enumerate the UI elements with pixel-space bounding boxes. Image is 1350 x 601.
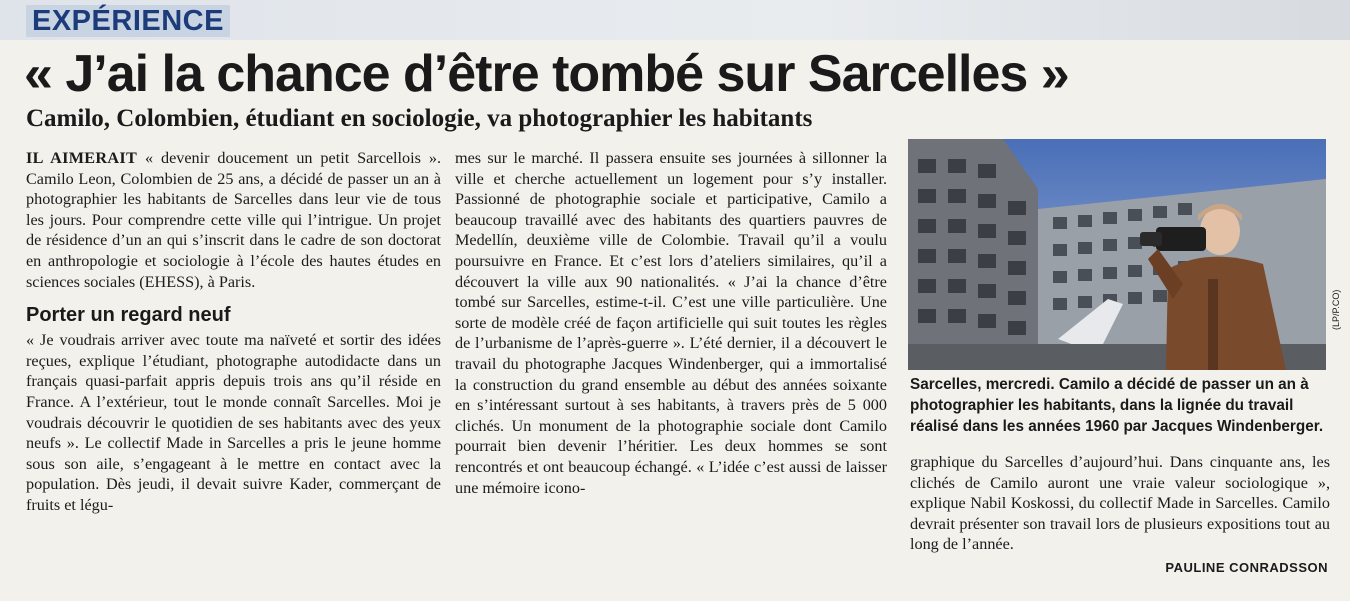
- paragraph-2: « Je voudrais arriver avec toute ma naïveté et sortir des idées reçues, explique l’étudiant, photographe autodidacte dans un français quasi-parfait appris depuis trois ans qu’il réside en France. A l’extérieur, tout le monde connaît Sarcelles. Moi je voudrais découvrir le quotidien de ses habitants avec des yeux neufs ». Le collectif Made in Sarcelles a pris le jeune homme sous son aile, s’engageant à le mettre en contact avec la population. Dès jeudi, il devait suivre Kader, commerçant de fruits et légu-: [26, 331, 441, 514]
- subhead: Porter un regard neuf: [26, 304, 231, 327]
- column-2: [455, 148, 887, 498]
- paragraph-4: graphique du Sarcelles d’aujourd’hui. Dans cinquante ans, les clichés de Camilo auront une vraie valeur sociologique », explique Nabil Koskossi, du collectif Made in Sarcelles. Camilo devrait présenter son travail lors de plusieurs expositions tout au long de l’année.: [910, 453, 1330, 554]
- lead-in: IL AIMERAIT: [26, 149, 138, 167]
- column-3: [910, 452, 1330, 555]
- headline: « J’ai la chance d’être tombé sur Sarcelles »: [24, 45, 1069, 103]
- byline: PAULINE CONRADSSON: [1165, 560, 1328, 575]
- photo-caption: [910, 374, 1330, 437]
- paragraph-3: mes sur le marché. Il passera ensuite ses journées à sillonner la ville et cherche actuellement un logement pour s’y installer. Passionné de photographie sociale et participative, Camilo a beaucoup travaillé avec des habitants des quartiers pauvres de Medellín, deuxième ville de Colombie. Travail qu’il a voulu poursuivre en France. Et c’est lors d’ateliers similaires, qu’il a découvert la ville aux 90 nationalités. « J’ai la chance d’être tombé sur Sarcelles, estime-t-il. C’est une ville particulière. Une sorte de modèle créé de façon artificielle qui suit toutes les règles de l’urbanisme de l’après-guerre ». L’été dernier, il a découvert le travail du photographe Jacques Windenberger, qui a immortalisé la construction du grand ensemble au début des années soixante en s’intéressant surtout à ses habitants, à travers près de 5 000 clichés. Un monument de la photographie sociale dont Camilo pourrait bien devenir l’héritier. Les deux hommes se sont rencontrés et ont beaucoup échangé. « L’idée c’est aussi de laisser une mémoire icono-: [455, 149, 887, 497]
- photo-illustration: [908, 139, 1326, 370]
- section-rubric: EXPÉRIENCE: [26, 5, 230, 37]
- caption-text: Camilo a décidé de passer un an à photographier les habitants, dans la lignée du travail réalisé dans les années 1960 par Jacques Windenberger.: [910, 376, 1324, 435]
- photo-credit: (LP/P.CO): [1331, 289, 1341, 330]
- photo: [908, 139, 1326, 370]
- column-1: [26, 148, 441, 516]
- paragraph-1: [26, 148, 441, 292]
- caption-lead: Sarcelles, mercredi.: [910, 376, 1055, 393]
- deck: Camilo, Colombien, étudiant en sociologie, va photographier les habitants: [26, 105, 813, 132]
- paragraph-1-text: « devenir doucement un petit Sarcellois ». Camilo Leon, Colombien de 25 ans, a décidé de passer un an à photographier les habitants de Sarcelles dans leur vie de tous les jours. Pour comprendre cette ville qui l’intrigue. Un projet de résidence d’un an qui s’inscrit dans le cadre de son doctorat en anthropologie et sociologie à l’école des hautes études en sciences sociales (EHESS), à Paris.: [26, 149, 441, 291]
